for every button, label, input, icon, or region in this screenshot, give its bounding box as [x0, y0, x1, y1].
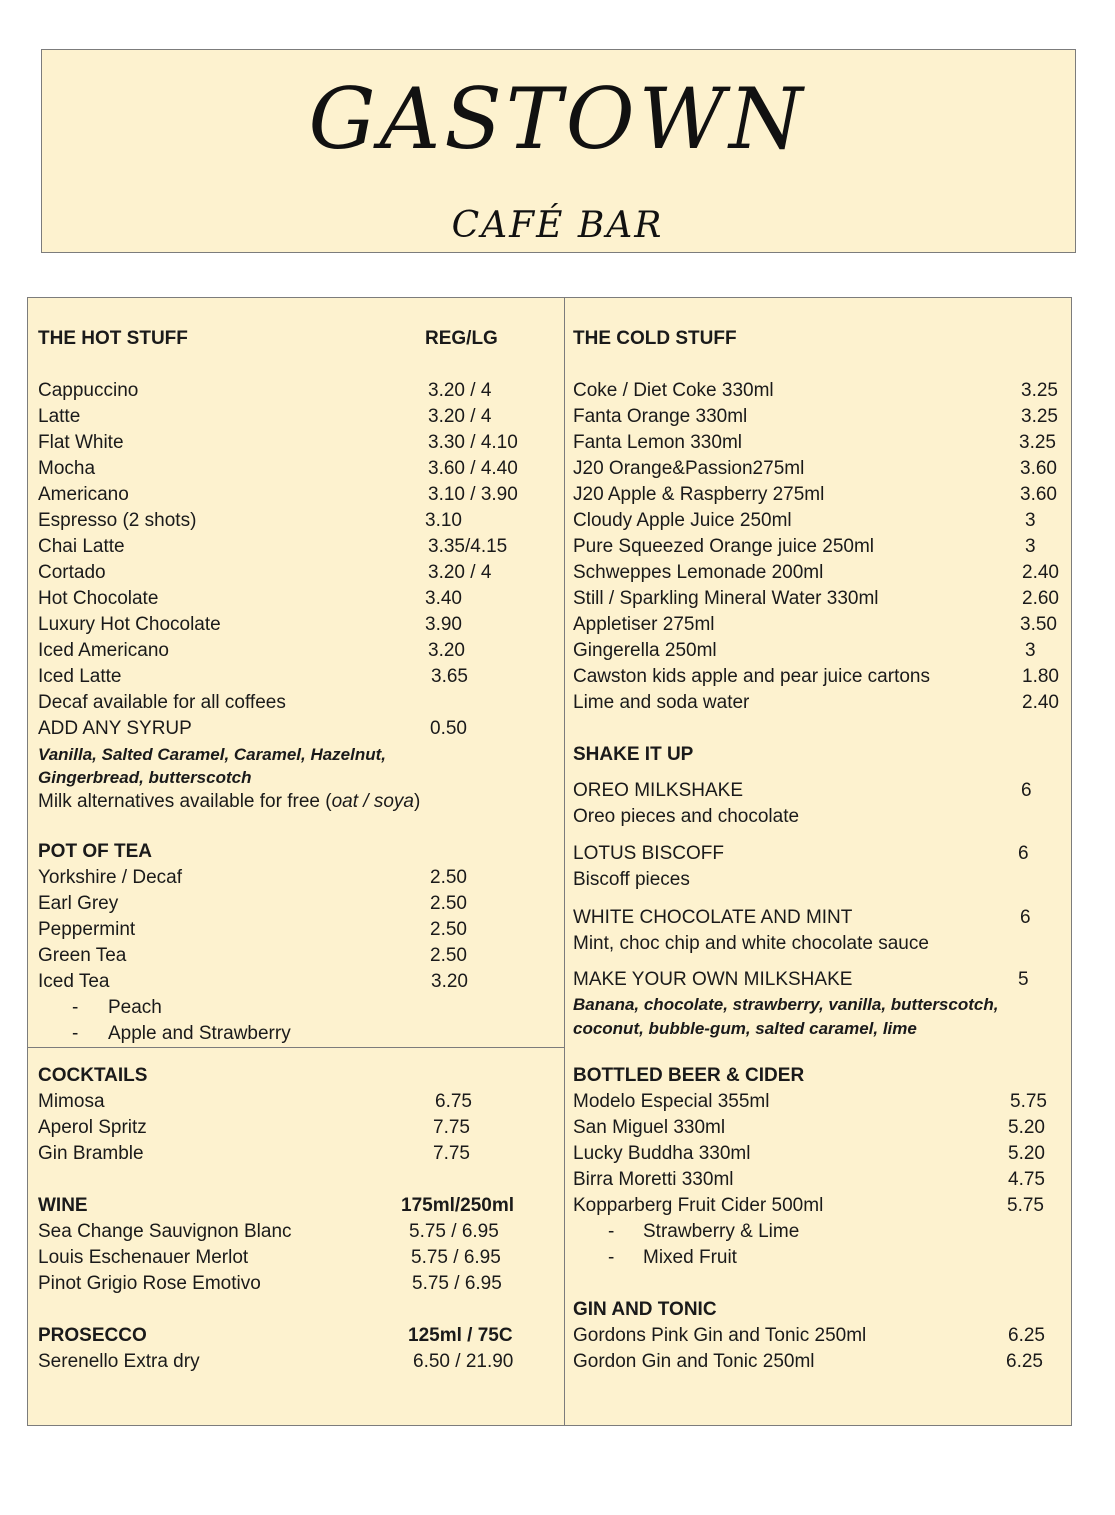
cold-item-name: Schweppes Lemonade 200ml — [573, 562, 824, 583]
tea-item-name: Peppermint — [38, 919, 136, 940]
shake-item-desc: Oreo pieces and chocolate — [573, 806, 800, 827]
hot-item-name: Chai Latte — [38, 536, 125, 557]
cold-item-name: J20 Apple & Raspberry 275ml — [573, 484, 825, 505]
wine-item-price: 5.75 / 6.95 — [412, 1273, 502, 1294]
shake-item-price: 6 — [1020, 907, 1031, 928]
cold-item-price: 3.60 — [1020, 484, 1057, 505]
hot-item-name: Cappuccino — [38, 380, 139, 401]
hot-item-price: 3.10 / 3.90 — [428, 484, 518, 505]
cold-item-price: 3.60 — [1020, 458, 1057, 479]
tea-item-price: 3.20 — [431, 971, 468, 992]
hot-item-price: 3.65 — [431, 666, 468, 687]
syrup-price: 0.50 — [430, 718, 467, 739]
prosecco-heading: PROSECCO — [38, 1325, 147, 1346]
milk-note-close: ) — [413, 791, 421, 812]
hot-item-name: Latte — [38, 406, 81, 427]
cold-item-name: Cawston kids apple and pear juice cartons — [573, 666, 930, 687]
hot-item-name: Hot Chocolate — [38, 588, 159, 609]
bullet-dash: - — [72, 997, 79, 1018]
tea-option: Apple and Strawberry — [108, 1023, 291, 1044]
beer-item-price: 5.20 — [1008, 1143, 1045, 1164]
hot-item-price: 3.30 / 4.10 — [428, 432, 518, 453]
shake-item-name: OREO MILKSHAKE — [573, 780, 743, 801]
gin-item-name: Gordon Gin and Tonic 250ml — [573, 1351, 815, 1372]
hot-item-name: Iced Latte — [38, 666, 122, 687]
gin-heading: GIN AND TONIC — [573, 1299, 717, 1320]
beer-item-price: 4.75 — [1008, 1169, 1045, 1190]
gin-item-price: 6.25 — [1008, 1325, 1045, 1346]
cold-item-price: 2.40 — [1022, 562, 1059, 583]
wine-item-name: Louis Eschenauer Merlot — [38, 1247, 249, 1268]
prosecco-item-price: 6.50 / 21.90 — [413, 1351, 514, 1372]
wine-item-name: Sea Change Sauvignon Blanc — [38, 1221, 292, 1242]
hot-item-name: Cortado — [38, 562, 106, 583]
wine-item-price: 5.75 / 6.95 — [409, 1221, 499, 1242]
hot-item-price: 3.20 — [428, 640, 465, 661]
hot-item-name: Espresso (2 shots) — [38, 510, 197, 531]
shake-item-price: 6 — [1018, 843, 1029, 864]
shake-flavours: Banana, chocolate, strawberry, vanilla, butterscotch, — [573, 995, 999, 1014]
shake-item-name: LOTUS BISCOFF — [573, 843, 724, 864]
bullet-dash: - — [608, 1221, 615, 1242]
wine-size-label: 175ml/250ml — [401, 1195, 515, 1216]
cold-item-name: Still / Sparkling Mineral Water 330ml — [573, 588, 879, 609]
wine-item-name: Pinot Grigio Rose Emotivo — [38, 1273, 261, 1294]
cold-item-name: Lime and soda water — [573, 692, 750, 713]
shake-item-name: WHITE CHOCOLATE AND MINT — [573, 907, 853, 928]
cider-option: Mixed Fruit — [643, 1247, 737, 1268]
beer-item-name: Modelo Especial 355ml — [573, 1091, 770, 1112]
decaf-note: Decaf available for all coffees — [38, 692, 286, 713]
shake-item-desc: Biscoff pieces — [573, 869, 690, 890]
tea-item-name: Iced Tea — [38, 971, 110, 992]
cold-item-name: Pure Squeezed Orange juice 250ml — [573, 536, 875, 557]
hot-item-price: 3.10 — [425, 510, 462, 531]
hot-item-price: 3.40 — [425, 588, 462, 609]
shake-item-name: MAKE YOUR OWN MILKSHAKE — [573, 969, 853, 990]
cold-item-price: 3.25 — [1021, 380, 1058, 401]
cold-heading: THE COLD STUFF — [573, 328, 737, 349]
cold-item-price: 3 — [1025, 510, 1036, 531]
shake-flavours: coconut, bubble-gum, salted caramel, lime — [573, 1019, 917, 1038]
cocktails-heading: COCKTAILS — [38, 1065, 148, 1086]
beer-item-name: San Miguel 330ml — [573, 1117, 726, 1138]
logo-title: GASTOWN — [308, 70, 807, 168]
syrup-flavours: Gingerbread, butterscotch — [38, 768, 252, 787]
tea-item-price: 2.50 — [430, 867, 467, 888]
shake-heading: SHAKE IT UP — [573, 744, 694, 765]
shake-item-desc: Mint, choc chip and white chocolate sauce — [573, 933, 929, 954]
cider-option: Strawberry & Lime — [643, 1221, 800, 1242]
tea-heading: POT OF TEA — [38, 841, 152, 862]
cold-item-price: 3.25 — [1019, 432, 1056, 453]
cocktail-item-price: 6.75 — [435, 1091, 472, 1112]
cold-item-name: Fanta Lemon 330ml — [573, 432, 742, 453]
prosecco-size-label: 125ml / 75C — [408, 1325, 513, 1346]
hot-item-price: 3.35/4.15 — [428, 536, 508, 557]
cocktail-item-price: 7.75 — [433, 1143, 470, 1164]
wine-item-price: 5.75 / 6.95 — [411, 1247, 501, 1268]
beer-item-price: 5.20 — [1008, 1117, 1045, 1138]
cold-item-price: 3 — [1025, 536, 1036, 557]
cold-item-name: Appletiser 275ml — [573, 614, 715, 635]
cold-item-price: 3.50 — [1020, 614, 1057, 635]
tea-item-price: 2.50 — [430, 945, 467, 966]
cocktail-item-name: Mimosa — [38, 1091, 105, 1112]
bullet-dash: - — [608, 1247, 615, 1268]
cocktail-item-price: 7.75 — [433, 1117, 470, 1138]
hot-size-label: REG/LG — [425, 328, 498, 349]
hot-item-name: Mocha — [38, 458, 96, 479]
cocktail-item-name: Gin Bramble — [38, 1143, 144, 1164]
beer-item-name: Kopparberg Fruit Cider 500ml — [573, 1195, 824, 1216]
gin-item-name: Gordons Pink Gin and Tonic 250ml — [573, 1325, 867, 1346]
cocktail-item-name: Aperol Spritz — [38, 1117, 147, 1138]
beer-item-name: Lucky Buddha 330ml — [573, 1143, 751, 1164]
beer-item-price: 5.75 — [1010, 1091, 1047, 1112]
logo-subtitle: CAFÉ BAR — [451, 205, 664, 246]
tea-item-price: 2.50 — [430, 919, 467, 940]
wine-heading: WINE — [38, 1195, 88, 1216]
cold-item-name: Gingerella 250ml — [573, 640, 717, 661]
cold-item-price: 2.60 — [1022, 588, 1059, 609]
cold-item-name: Fanta Orange 330ml — [573, 406, 748, 427]
cold-item-name: J20 Orange&Passion275ml — [573, 458, 805, 479]
beer-item-name: Birra Moretti 330ml — [573, 1169, 734, 1190]
hot-item-name: Luxury Hot Chocolate — [38, 614, 221, 635]
shake-item-price: 5 — [1018, 969, 1029, 990]
hot-item-price: 3.20 / 4 — [428, 406, 492, 427]
tea-item-name: Green Tea — [38, 945, 127, 966]
cold-item-price: 3 — [1025, 640, 1036, 661]
tea-item-name: Earl Grey — [38, 893, 119, 914]
hot-item-price: 3.90 — [425, 614, 462, 635]
tea-item-name: Yorkshire / Decaf — [38, 867, 182, 888]
cold-item-price: 1.80 — [1022, 666, 1059, 687]
syrup-flavours: Vanilla, Salted Caramel, Caramel, Hazelnut, — [38, 745, 387, 764]
beer-heading: BOTTLED BEER & CIDER — [573, 1065, 805, 1086]
gin-item-price: 6.25 — [1006, 1351, 1043, 1372]
hot-item-price: 3.20 / 4 — [428, 380, 492, 401]
cold-item-name: Coke / Diet Coke 330ml — [573, 380, 774, 401]
cold-item-price: 3.25 — [1021, 406, 1058, 427]
milk-note-options: oat / soya — [331, 791, 414, 812]
milk-note — [38, 790, 420, 814]
milk-note-text: Milk alternatives available for free ( — [38, 791, 332, 812]
hot-heading: THE HOT STUFF — [38, 328, 188, 349]
tea-item-price: 2.50 — [430, 893, 467, 914]
syrup-label: ADD ANY SYRUP — [38, 718, 192, 739]
prosecco-item-name: Serenello Extra dry — [38, 1351, 200, 1372]
beer-item-price: 5.75 — [1007, 1195, 1044, 1216]
shake-item-price: 6 — [1021, 780, 1032, 801]
cold-item-name: Cloudy Apple Juice 250ml — [573, 510, 792, 531]
hot-item-price: 3.60 / 4.40 — [428, 458, 518, 479]
hot-item-name: Flat White — [38, 432, 124, 453]
cold-item-price: 2.40 — [1022, 692, 1059, 713]
tea-option: Peach — [108, 997, 162, 1018]
hot-item-name: Iced Americano — [38, 640, 169, 661]
bullet-dash: - — [72, 1023, 79, 1044]
hot-item-price: 3.20 / 4 — [428, 562, 492, 583]
hot-item-name: Americano — [38, 484, 129, 505]
